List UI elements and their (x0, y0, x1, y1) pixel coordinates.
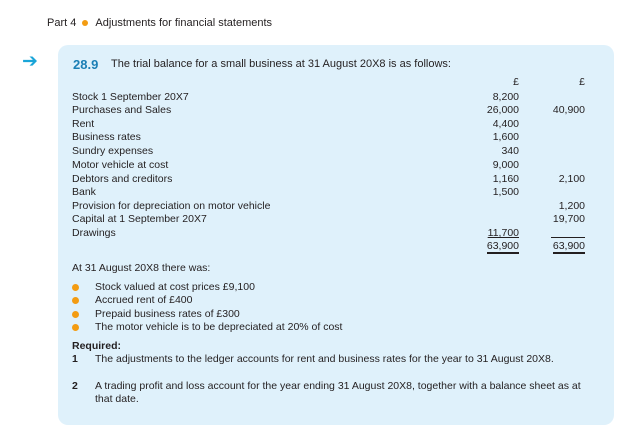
row-cr: 2,100 (558, 173, 585, 185)
row-dr: 1,500 (492, 186, 519, 198)
row-dr: 4,400 (492, 118, 519, 130)
row-dr: 8,200 (492, 91, 519, 103)
question-intro: The trial balance for a small business at 31 August 20X8 is as follows: (111, 58, 451, 70)
row-cr: 40,900 (552, 104, 585, 116)
row-cr: 1,200 (558, 200, 585, 212)
row-label: Purchases and Sales (72, 104, 172, 116)
required-item-text: The adjustments to the ledger accounts for rent and business rates for the year to 31 August 20X8. (95, 353, 554, 365)
row-dr: 26,000 (486, 104, 519, 116)
row-label: Drawings (72, 227, 116, 239)
row-label: Capital at 1 September 20X7 (72, 213, 207, 225)
row-label: Provision for depreciation on motor vehicle (72, 200, 271, 212)
required-item-number: 1 (72, 353, 78, 365)
chapter-title: Adjustments for financial statements (95, 17, 273, 29)
cr-column-header: £ (579, 76, 585, 88)
adjustments-intro: At 31 August 20X8 there was: (72, 262, 211, 274)
row-label: Debtors and creditors (72, 173, 173, 185)
right-arrow-icon: ➔ (22, 51, 38, 72)
part-label: Part 4 (47, 17, 77, 29)
required-title: Required: (72, 340, 122, 352)
row-dr: 11,700 (487, 227, 519, 239)
question-number: 28.9 (73, 57, 99, 72)
row-dr: 340 (501, 145, 519, 157)
row-label: Rent (72, 118, 95, 130)
row-dr: 1,160 (492, 173, 519, 185)
list-item: Accrued rent of £400 (72, 294, 342, 307)
total-dr: 63,900 (486, 240, 519, 252)
list-item: The motor vehicle is to be depreciated at 20% of cost (72, 321, 342, 334)
adjustments-list (72, 281, 342, 334)
row-dr: 9,000 (492, 159, 519, 171)
row-label: Bank (72, 186, 96, 198)
dr-column-header: £ (513, 76, 519, 88)
required-item-text: A trading profit and loss account for the year ending 31 August 20X8, together with a balance sheet as at that date. (95, 380, 581, 405)
row-label: Sundry expenses (72, 145, 154, 157)
row-label: Business rates (72, 131, 141, 143)
row-dr: 1,600 (492, 131, 519, 143)
row-label: Stock 1 September 20X7 (72, 91, 189, 103)
list-item: Stock valued at cost prices £9,100 (72, 281, 342, 294)
list-item: Prepaid business rates of £300 (72, 308, 342, 321)
total-cr: 63,900 (552, 240, 585, 252)
cr-subtotal-rule (551, 237, 585, 238)
bullet-dot-icon (82, 20, 88, 26)
required-item-number: 2 (72, 380, 78, 392)
row-label: Motor vehicle at cost (72, 159, 169, 171)
page-header (47, 17, 272, 29)
row-cr: 19,700 (552, 213, 585, 225)
